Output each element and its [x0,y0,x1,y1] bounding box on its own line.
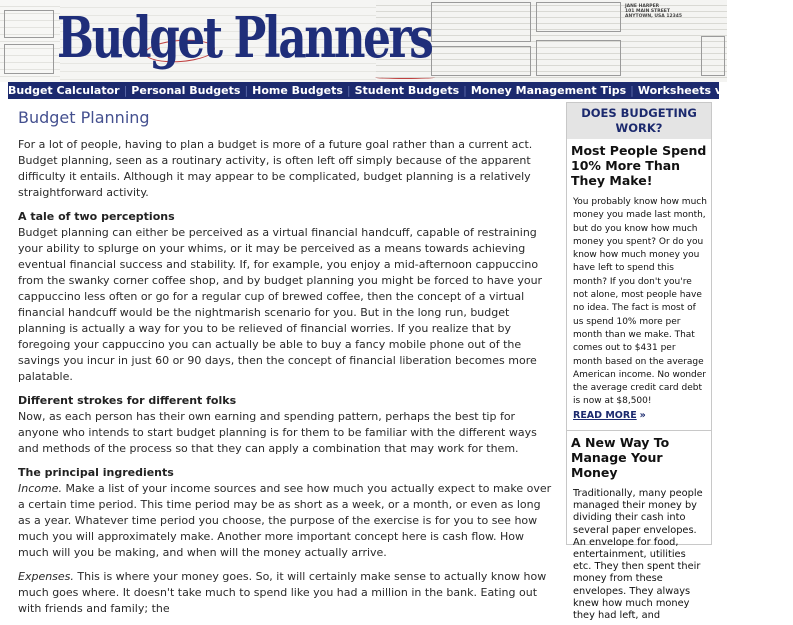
article [18,100,556,625]
nav-separator: | [123,84,128,97]
nav-budget-calculator[interactable]: Budget Calculator [8,84,120,97]
nav-separator: | [463,84,467,97]
sidebar-box1-title: Most People Spend 10% More Than They Make! [571,143,707,188]
nav-worksheets-vs-software[interactable]: Worksheets vs. Software [637,84,793,97]
nav-home-budgets[interactable]: Home Budgets [252,84,343,97]
header-doc-box [4,44,54,74]
sidebar [566,102,712,622]
section-body: Budget planning can either be perceived as a virtual financial handcuff, capable of restraining your ability to splurge on your whims, or it may be perceived as a means towards achieving eventual financial success and stability. If, for example, you enjoy a mid-afternoon cappuccino from the swanky corner coffee shop, and by budget planning you might be forced to have your cappuccino less often or go for a regular cup of brewed coffee, then the concept of a virtual financial handcuff would be the nightmarish scenario for you. But in the long run, budget planning is actually a way for you to be relieved of financial worries. If you realize that by foregoing your cappuccino you can actually be able to buy a fancy mobile phone out of the savings you incur in just 60 or 90 days, then the concept of financial liberation becomes more palatable. [18,226,543,383]
header-address [625,4,682,19]
income-text: Make a list of your income sources and see how much you actually expect to make over a certain time period. This time period may be as short as a week, or a month, or even as long as a year. Whatever time period you choose, the purpose of the exercise is for you to see how much you will approximately make. Another more important concept here is cash flow. How much will you be making, and when will the money actually arrive. [18,482,552,559]
header-doc-box [536,2,621,32]
nav-separator: | [346,84,351,97]
nav-separator: | [244,84,249,97]
nav-student-budgets[interactable]: Student Budgets [354,84,460,97]
section-heading: A tale of two perceptions [18,210,175,223]
site-header [0,0,727,82]
nav-separator: | [630,84,634,97]
sidebar-box2-text: Traditionally, many people managed their money by dividing their cash into several paper envelopes. An envelope for food, entertainment, utilities etc. They then spent their money from these envelopes. They always knew how much money they had left, and [573,488,703,622]
site-logo[interactable]: Budget Planners [57,5,432,71]
address-line: ANYTOWN, USA 12345 [625,14,683,19]
address-line: 101 MAIN STREET [625,9,670,14]
page-title: Budget Planning [18,108,150,127]
header-paper-left [0,0,60,82]
header-doc-box [701,36,725,76]
nav-personal-budgets[interactable]: Personal Budgets [131,84,241,97]
sidebar-header: DOES BUDGETING WORK? [567,103,711,139]
read-more-link[interactable]: READ MORE [573,409,637,421]
nav-money-management-tips[interactable]: Money Management Tips [470,84,627,97]
term-income: Income. [18,482,62,495]
header-doc-box [431,2,531,42]
term-expenses: Expenses. [18,570,74,583]
sidebar-box1-text [567,190,711,425]
sidebar-box1-body: You probably know how much money you made last month, but do you know how much money you spent? Or do you know how much money you have left to spend this month? If you don't you're not alone, most people have no idea. The fact is most of us spend 10% more per month than we make. That comes out to $431 per month based on the average American income. No wonder the average credit card debt is now at $8,500! [573,197,707,407]
header-doc-box [536,40,621,76]
section-heading: Different strokes for different folks [18,394,237,407]
section-body: Now, as each person has their own earning and spending pattern, perhaps the best tip for anyone who intends to start budget planning is for them to be familiar with the different ways and methods of the process so that they can apply a combination that may work for them. [18,410,537,455]
read-more-arrow-icon: » [639,409,646,421]
section-heading: The principal ingredients [18,466,174,479]
header-doc-box [4,10,54,38]
article-intro: For a lot of people, having to plan a budget is more of a future goal rather than a current act. Budget planning, seen as a routinary activity, is often left off simply because of the apparent difficulty it entails. Although it may appear to be complicated, budget planning is a relatively straightforward activity. [18,138,533,199]
header-doc-box [431,46,531,76]
section-body-expenses [18,569,556,617]
section-body-income [18,481,556,561]
sidebar-box2-title: A New Way To Manage Your Money [571,435,670,481]
main-nav [8,82,793,99]
expenses-text: This is where your money goes. So, it will certainly make sense to actually know how much goes where. It doesn't take much to spend like you had a million in the bank. Eating out with friends and family; the [18,570,547,615]
address-line: JANE HARPER [625,4,660,9]
